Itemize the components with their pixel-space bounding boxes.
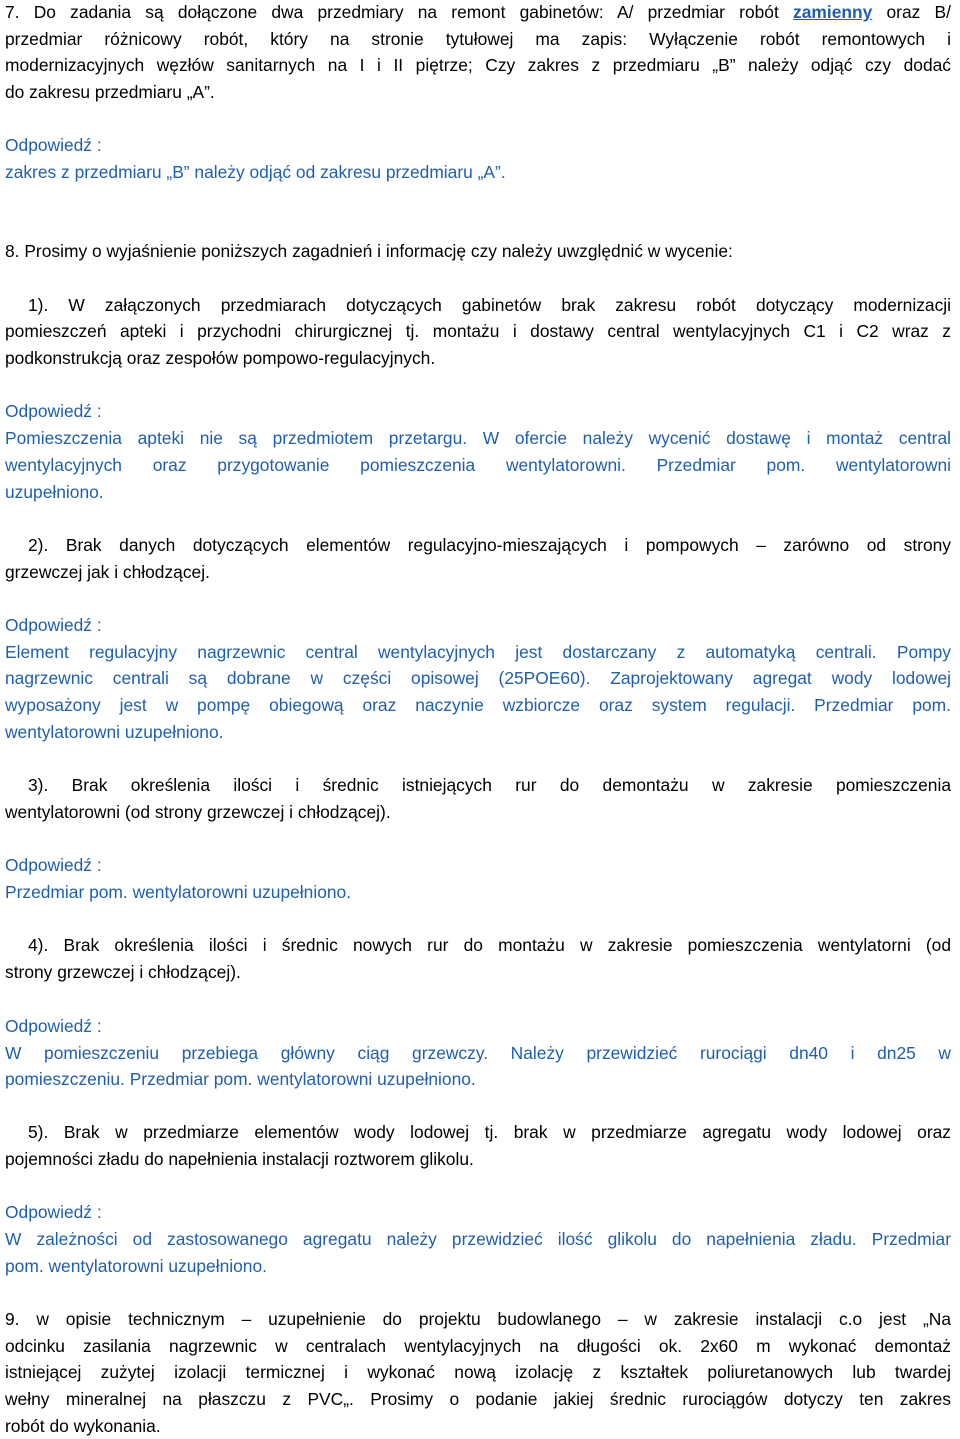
q7-answer-label: Odpowiedź : [5, 135, 102, 155]
q8-item2-answer-line-3: wyposażony jest w pompę obiegową oraz naczynie wzbiorcze oraz system regulacji. Przedmiar pom. [5, 695, 951, 715]
q7-answer: zakres z przedmiaru „B” należy odjąć od zakresu przedmiaru „A”. [5, 162, 506, 182]
q7-text-end: oraz B/ [872, 2, 951, 22]
q8-item5-answer-line-2: pom. wentylatorowni uzupełniono. [5, 1256, 267, 1276]
q7-line-2: przedmiar różnicowy robót, który na stronie tytułowej ma zapis: Wyłączenie robót remontowych i [5, 29, 951, 49]
q8-item4-line-1: 4). Brak określenia ilości i średnic nowych rur do montażu w zakresie pomieszczenia wentylatorni (od [28, 935, 951, 955]
q8-item1-answer-label: Odpowiedź : [5, 401, 102, 421]
q8-item4-answer-line-2: pomieszczeniu. Przedmiar pom. wentylatorowni uzupełniono. [5, 1069, 476, 1089]
q8-item5-answer-line-1: W zależności od zastosowanego agregatu należy przewidzieć ilość glikolu do napełnienia zładu. Przedmiar [5, 1229, 951, 1249]
q8-item3-answer-label: Odpowiedź : [5, 855, 102, 875]
q8-item1-line-2: pomieszczeń apteki i przychodni chirurgicznej tj. montażu i dostawy central wentylacyjnych C1 i C2 wraz z [5, 321, 951, 341]
q7-line-1 [5, 1, 951, 23]
zamienny-link[interactable]: zamienny [793, 2, 873, 22]
q8-item4-answer-line-1: W pomieszczeniu przebiega główny ciąg grzewczy. Należy przewidzieć rurociągi dn40 i dn25 w [5, 1043, 951, 1063]
q8-item3-line-2: wentylatorowni (od strony grzewczej i chłodzącej). [5, 802, 391, 822]
q8-item5-answer-label: Odpowiedź : [5, 1202, 102, 1222]
q8-item2-answer-line-1: Element regulacyjny nagrzewnic central wentylacyjnych jest dostarczany z automatyką centrali. Pompy [5, 642, 951, 662]
q8-item1-answer-line-1: Pomieszczenia apteki nie są przedmiotem przetargu. W ofercie należy wycenić dostawę i montaż central [5, 428, 951, 448]
q8-item2-answer-line-2: nagrzewnic centrali są dobrane w części opisowej (25POE60). Zaprojektowany agregat wody lodowej [5, 668, 951, 688]
q9-line-4: wełny mineralnej na płaszczu z PVC„. Prosimy o podanie jakiej średnic rurociągów dotyczy ten zakres [5, 1389, 951, 1409]
q8-item2-answer-label: Odpowiedź : [5, 615, 102, 635]
q9-line-1: 9. w opisie technicznym – uzupełnienie do projektu budowlanego – w zakresie instalacji c.o jest „Na [5, 1309, 951, 1329]
q8-item1-answer-line-3: uzupełniono. [5, 482, 104, 502]
q7-text: 7. Do zadania są dołączone dwa przedmiary na remont gabinetów: A/ przedmiar robót [5, 2, 794, 22]
q8-item3-answer-line-1: Przedmiar pom. wentylatorowni uzupełniono. [5, 882, 352, 902]
q8-item5-line-1: 5). Brak w przedmiarze elementów wody lodowej tj. brak w przedmiarze agregatu wody lodowej oraz [28, 1122, 951, 1142]
q8-item1-line-3: podkonstrukcją oraz zespołów pompowo-regulacyjnych. [5, 348, 436, 368]
q8-item4-line-2: strony grzewczej i chłodzącej). [5, 962, 241, 982]
q8-item4-answer-label: Odpowiedź : [5, 1016, 102, 1036]
q8-item2-line-1: 2). Brak danych dotyczących elementów regulacyjno-mieszających i pompowych – zarówno od strony [28, 535, 951, 555]
q8-item3-line-1: 3). Brak określenia ilości i średnic istniejących rur do demontażu w zakresie pomieszczenia [28, 775, 951, 795]
q7-line-3: modernizacyjnych węzłów sanitarnych na I i II piętrze; Czy zakres z przedmiaru „B” należy odjąć czy dodać [5, 55, 951, 75]
q9-line-2: odcinku zasilania nagrzewnic w centralach wentylacyjnych na długości ok. 2x60 m wykonać demontaż [5, 1336, 951, 1356]
q8-intro: 8. Prosimy o wyjaśnienie poniższych zagadnień i informację czy należy uwzględnić w wycenie: [5, 241, 733, 261]
q8-item5-line-2: pojemności zładu do napełnienia instalacji roztworem glikolu. [5, 1149, 474, 1169]
q8-item2-line-2: grzewczej jak i chłodzącej. [5, 562, 210, 582]
q8-item2-answer-line-4: wentylatorowni uzupełniono. [5, 722, 224, 742]
q9-line-5: robót do wykonania. [5, 1416, 161, 1436]
q8-item1-line-1: 1). W załączonych przedmiarach dotyczących gabinetów brak zakresu robót dotyczący modernizacji [28, 295, 951, 315]
q9-line-3: istniejącej zużytej izolacji termicznej i wykonać nową izolację z kształtek poliuretanowych lub twardej [5, 1362, 951, 1382]
q7-line-4: do zakresu przedmiaru „A”. [5, 82, 215, 102]
q8-item1-answer-line-2: wentylacyjnych oraz przygotowanie pomieszczenia wentylatorowni. Przedmiar pom. wentylatorowni [5, 455, 951, 475]
